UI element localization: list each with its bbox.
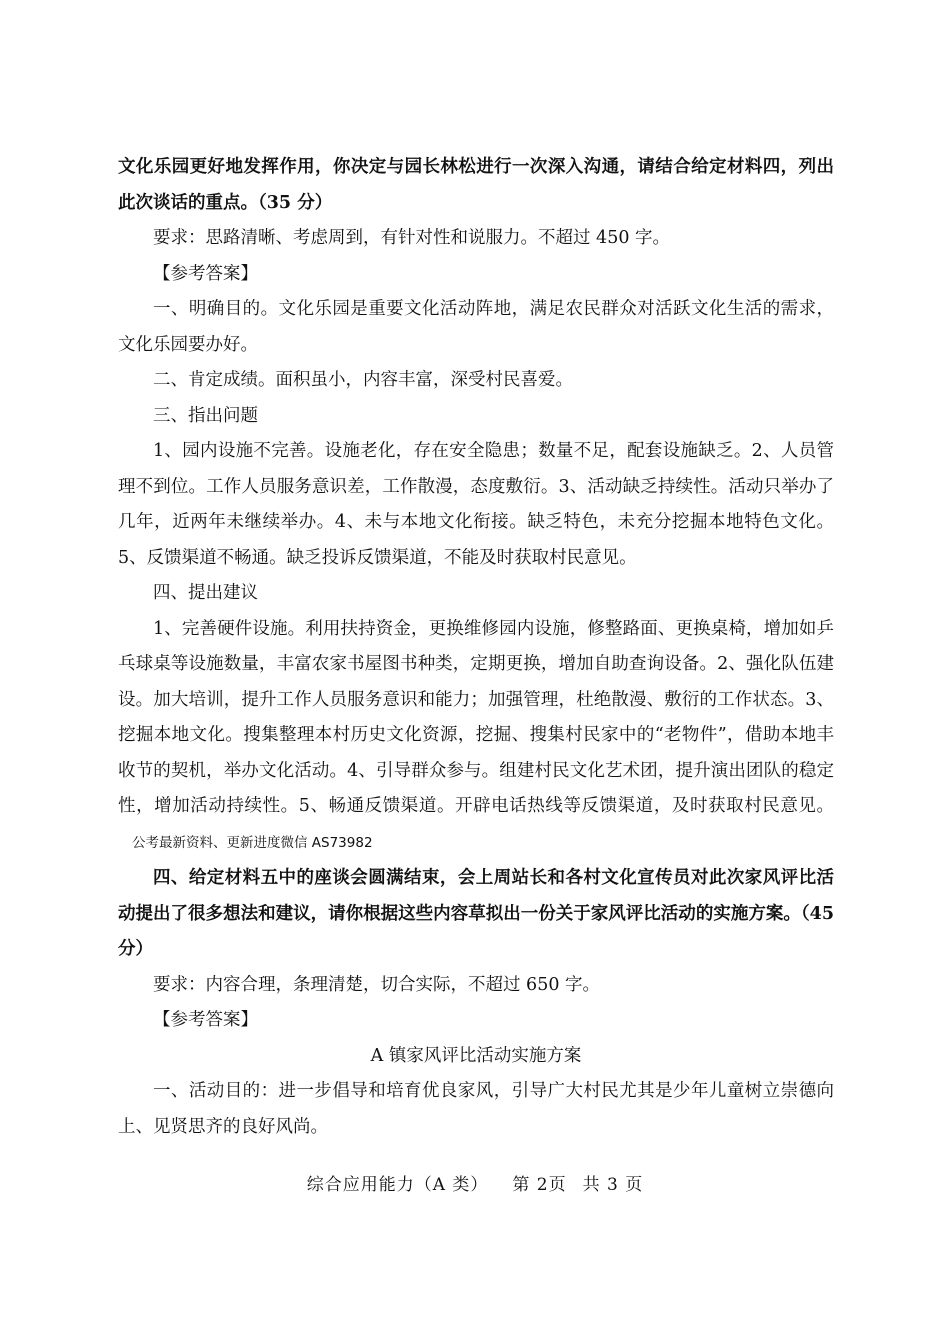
- watermark-note: 公考最新资料、更新进度微信 AS73982: [132, 834, 373, 851]
- page-footer: [0, 1170, 950, 1195]
- question-3-answer-label: 【参考答案】: [153, 263, 258, 284]
- plan-section-purpose: 一、活动目的：进一步倡导和培育优良家风，引导广大村民尤其是少年儿童树立崇德向上、见贤思齐的良好风尚。: [118, 1081, 834, 1137]
- plan-title: A 镇家风评比活动实施方案: [370, 1045, 582, 1066]
- footer-subject: 综合应用能力（A 类）: [306, 1175, 489, 1195]
- answer-section-suggestions-title: 四、提出建议: [153, 583, 258, 603]
- answer-section-purpose: 一、明确目的。文化乐园是重要文化活动阵地，满足农民群众对活跃文化生活的需求，文化乐园要办好。: [118, 299, 834, 355]
- document-body: [118, 150, 834, 1145]
- answer-section-suggestions-body: [118, 612, 834, 862]
- question-3-requirement: 要求：思路清晰、考虑周到，有针对性和说服力。不超过 450 字。: [153, 228, 671, 248]
- question-4-requirement: 要求：内容合理，条理清楚，切合实际，不超过 650 字。: [153, 974, 601, 995]
- question-4-answer-label: 【参考答案】: [153, 1010, 258, 1030]
- footer-page-current: 第 2页: [512, 1175, 567, 1195]
- question-3-prompt: 文化乐园更好地发挥作用，你决定与园长林松进行一次深入沟通，请结合给定材料四，列出此次谈话的重点。（35 分）: [118, 157, 834, 213]
- answer-section-problems-title: 三、指出问题: [153, 405, 258, 426]
- answer-section-achievements: 二、肯定成绩。面积虽小，内容丰富，深受村民喜爱。: [153, 370, 573, 390]
- answer-section-problems-body: 1、园内设施不完善。设施老化，存在安全隐患；数量不足，配套设施缺乏。2、人员管理不到位。工作人员服务意识差，工作散漫，态度敷衍。3、活动缺乏持续性。活动只举办了几年，近两年未继续举办。4、未与本地文化衔接。缺乏特色，未充分挖掘本地特色文化。5、反馈渠道不畅通。缺乏投诉反馈渠道，不能及时获取村民意见。: [118, 441, 834, 568]
- question-4-prompt: 四、给定材料五中的座谈会圆满结束，会上周站长和各村文化宣传员对此次家风评比活动提出了很多想法和建议，请你根据这些内容草拟出一份关于家风评比活动的实施方案。（45 分）: [118, 868, 834, 959]
- suggestions-text: 1、完善硬件设施。利用扶持资金，更换维修园内设施，修整路面、更换桌椅，增加如乒乓球桌等设施数量，丰富农家书屋图书种类，定期更换，增加自助查询设备。2、强化队伍建设。加大培训，提升工作人员服务意识和能力；加强管理，杜绝散漫、敷衍的工作状态。3、挖掘本地文化。搜集整理本村历史文化资源，挖掘、搜集村民家中的“老物件”，借助本地丰收节的契机，举办文化活动。4、引导群众参与。组建村民文化艺术团，提升演出团队的稳定性，增加活动持续性。5、畅通反馈渠道。开辟电话热线等反馈渠道，及时获取村民意见。: [118, 618, 834, 816]
- footer-page-total: 共 3 页: [582, 1175, 644, 1195]
